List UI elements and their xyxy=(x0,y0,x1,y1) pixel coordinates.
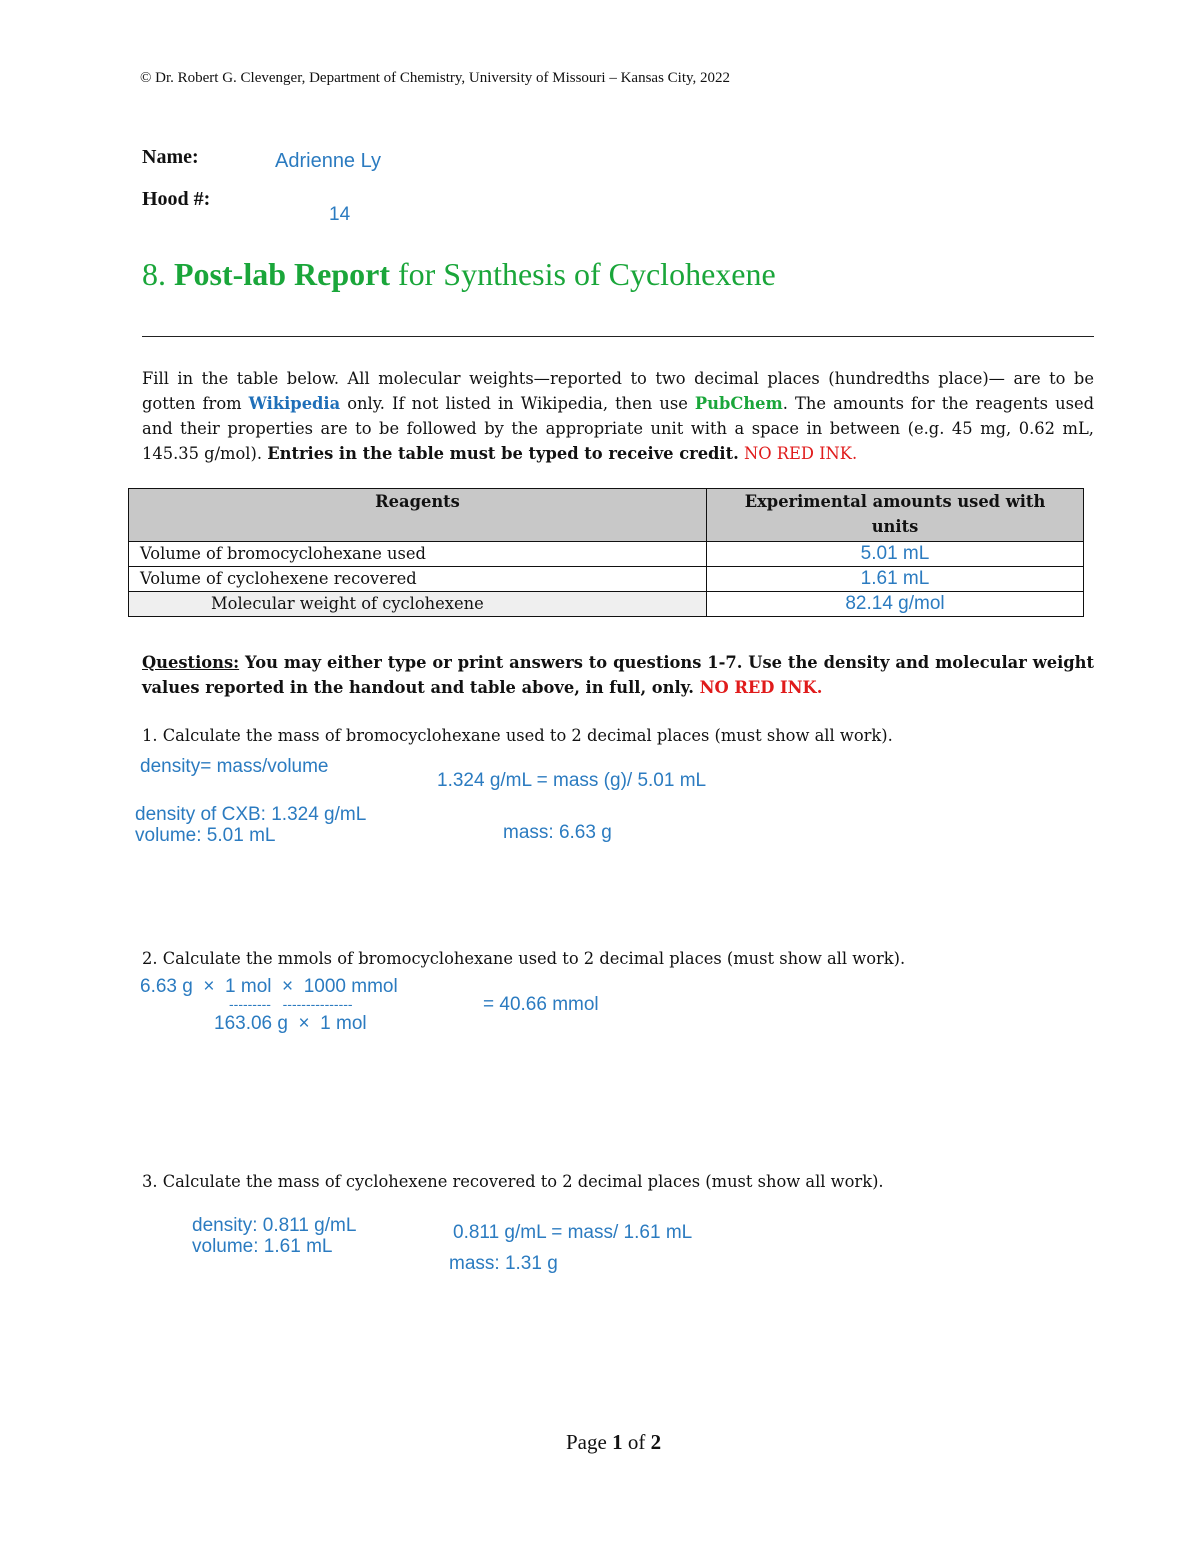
copyright-header: © Dr. Robert G. Clevenger, Department of Chemistry, University of Missouri – Kansas City, 2022 xyxy=(140,70,731,86)
q3-volume: volume: 1.61 mL xyxy=(192,1236,333,1257)
instructions-text: Fill in the table below. All molecular weights—reported to two decimal places (hundredths place)— are to be gotten from xyxy=(142,369,1094,413)
question-3: 3. Calculate the mass of cyclohexene recovered to 2 decimal places (must show all work). xyxy=(142,1172,884,1191)
table-cell-amount: 5.01 mL xyxy=(707,542,1084,567)
page-current: 1 xyxy=(612,1430,623,1454)
table-cell-reagent: Volume of bromocyclohexane used xyxy=(129,542,707,567)
question-1: 1. Calculate the mass of bromocyclohexane used to 2 decimal places (must show all work). xyxy=(142,726,893,745)
name-label: Name: xyxy=(142,146,199,168)
q1-density: density of CXB: 1.324 g/mL xyxy=(135,804,367,825)
q2-numerator: 6.63 g × 1 mol × 1000 mmol xyxy=(140,976,398,997)
questions-label: Questions: xyxy=(142,653,240,672)
table-cell-reagent: Volume of cyclohexene recovered xyxy=(129,567,707,592)
q1-volume: volume: 5.01 mL xyxy=(135,825,276,846)
title-bold: Post-lab Report xyxy=(174,256,390,292)
q3-density: density: 0.811 g/mL xyxy=(192,1215,357,1236)
table-cell-reagent: Molecular weight of cyclohexene xyxy=(129,592,707,617)
reagents-table xyxy=(128,488,1084,617)
q2-denominator: 163.06 g × 1 mol xyxy=(214,1013,367,1034)
page-word: Page xyxy=(566,1430,613,1454)
page-number xyxy=(566,1430,661,1455)
table-row xyxy=(129,542,1084,567)
table-cell-amount: 82.14 g/mol xyxy=(707,592,1084,617)
q1-mass: mass: 6.63 g xyxy=(503,822,612,843)
instructions-text: . The amounts for the reagents used and their properties are to be followed by the appropriate unit with a space in between (e.g. 45 mg, 0.62 mL, 145.35 g/mol). xyxy=(142,394,1094,463)
name-value: Adrienne Ly xyxy=(275,150,381,172)
title-rest: for Synthesis of Cyclohexene xyxy=(389,256,776,292)
q1-formula: density= mass/volume xyxy=(140,756,329,777)
table-header: Experimental amounts used with units xyxy=(707,489,1084,542)
instructions-bold: Entries in the table must be typed to receive credit. xyxy=(267,444,739,463)
question-2: 2. Calculate the mmols of bromocyclohexane used to 2 decimal places (must show all work). xyxy=(142,949,906,968)
wikipedia-link: Wikipedia xyxy=(248,394,341,413)
no-red-ink: NO RED INK. xyxy=(738,444,858,463)
questions-intro xyxy=(142,650,1094,700)
instructions-text: only. If not listed in Wikipedia, then use xyxy=(340,394,695,413)
table-header: Reagents xyxy=(129,489,707,542)
table-row xyxy=(129,592,1084,617)
hood-label: Hood #: xyxy=(142,188,211,210)
pubchem-link: PubChem xyxy=(694,394,783,413)
q3-equation: 0.811 g/mL = mass/ 1.61 mL xyxy=(453,1222,693,1243)
q2-result: = 40.66 mmol xyxy=(483,994,599,1015)
page-title xyxy=(142,256,776,293)
q2-fraction-bar: --------- --------------- xyxy=(229,996,353,1012)
title-number: 8. xyxy=(142,256,166,292)
page-of: of xyxy=(622,1430,651,1454)
page-total: 2 xyxy=(650,1430,662,1454)
table-cell-amount: 1.61 mL xyxy=(707,567,1084,592)
q1-equation: 1.324 g/mL = mass (g)/ 5.01 mL xyxy=(437,770,707,791)
questions-text: You may either type or print answers to questions 1-7. Use the density and molecular weight values reported in the handout and table above, in full, only. xyxy=(142,653,1094,697)
table-header-row xyxy=(129,489,1084,542)
q3-mass: mass: 1.31 g xyxy=(449,1253,558,1274)
title-rule xyxy=(142,336,1094,337)
hood-value: 14 xyxy=(329,204,351,225)
no-red-ink: NO RED INK. xyxy=(693,678,823,697)
table-row xyxy=(129,567,1084,592)
instructions xyxy=(142,366,1094,466)
